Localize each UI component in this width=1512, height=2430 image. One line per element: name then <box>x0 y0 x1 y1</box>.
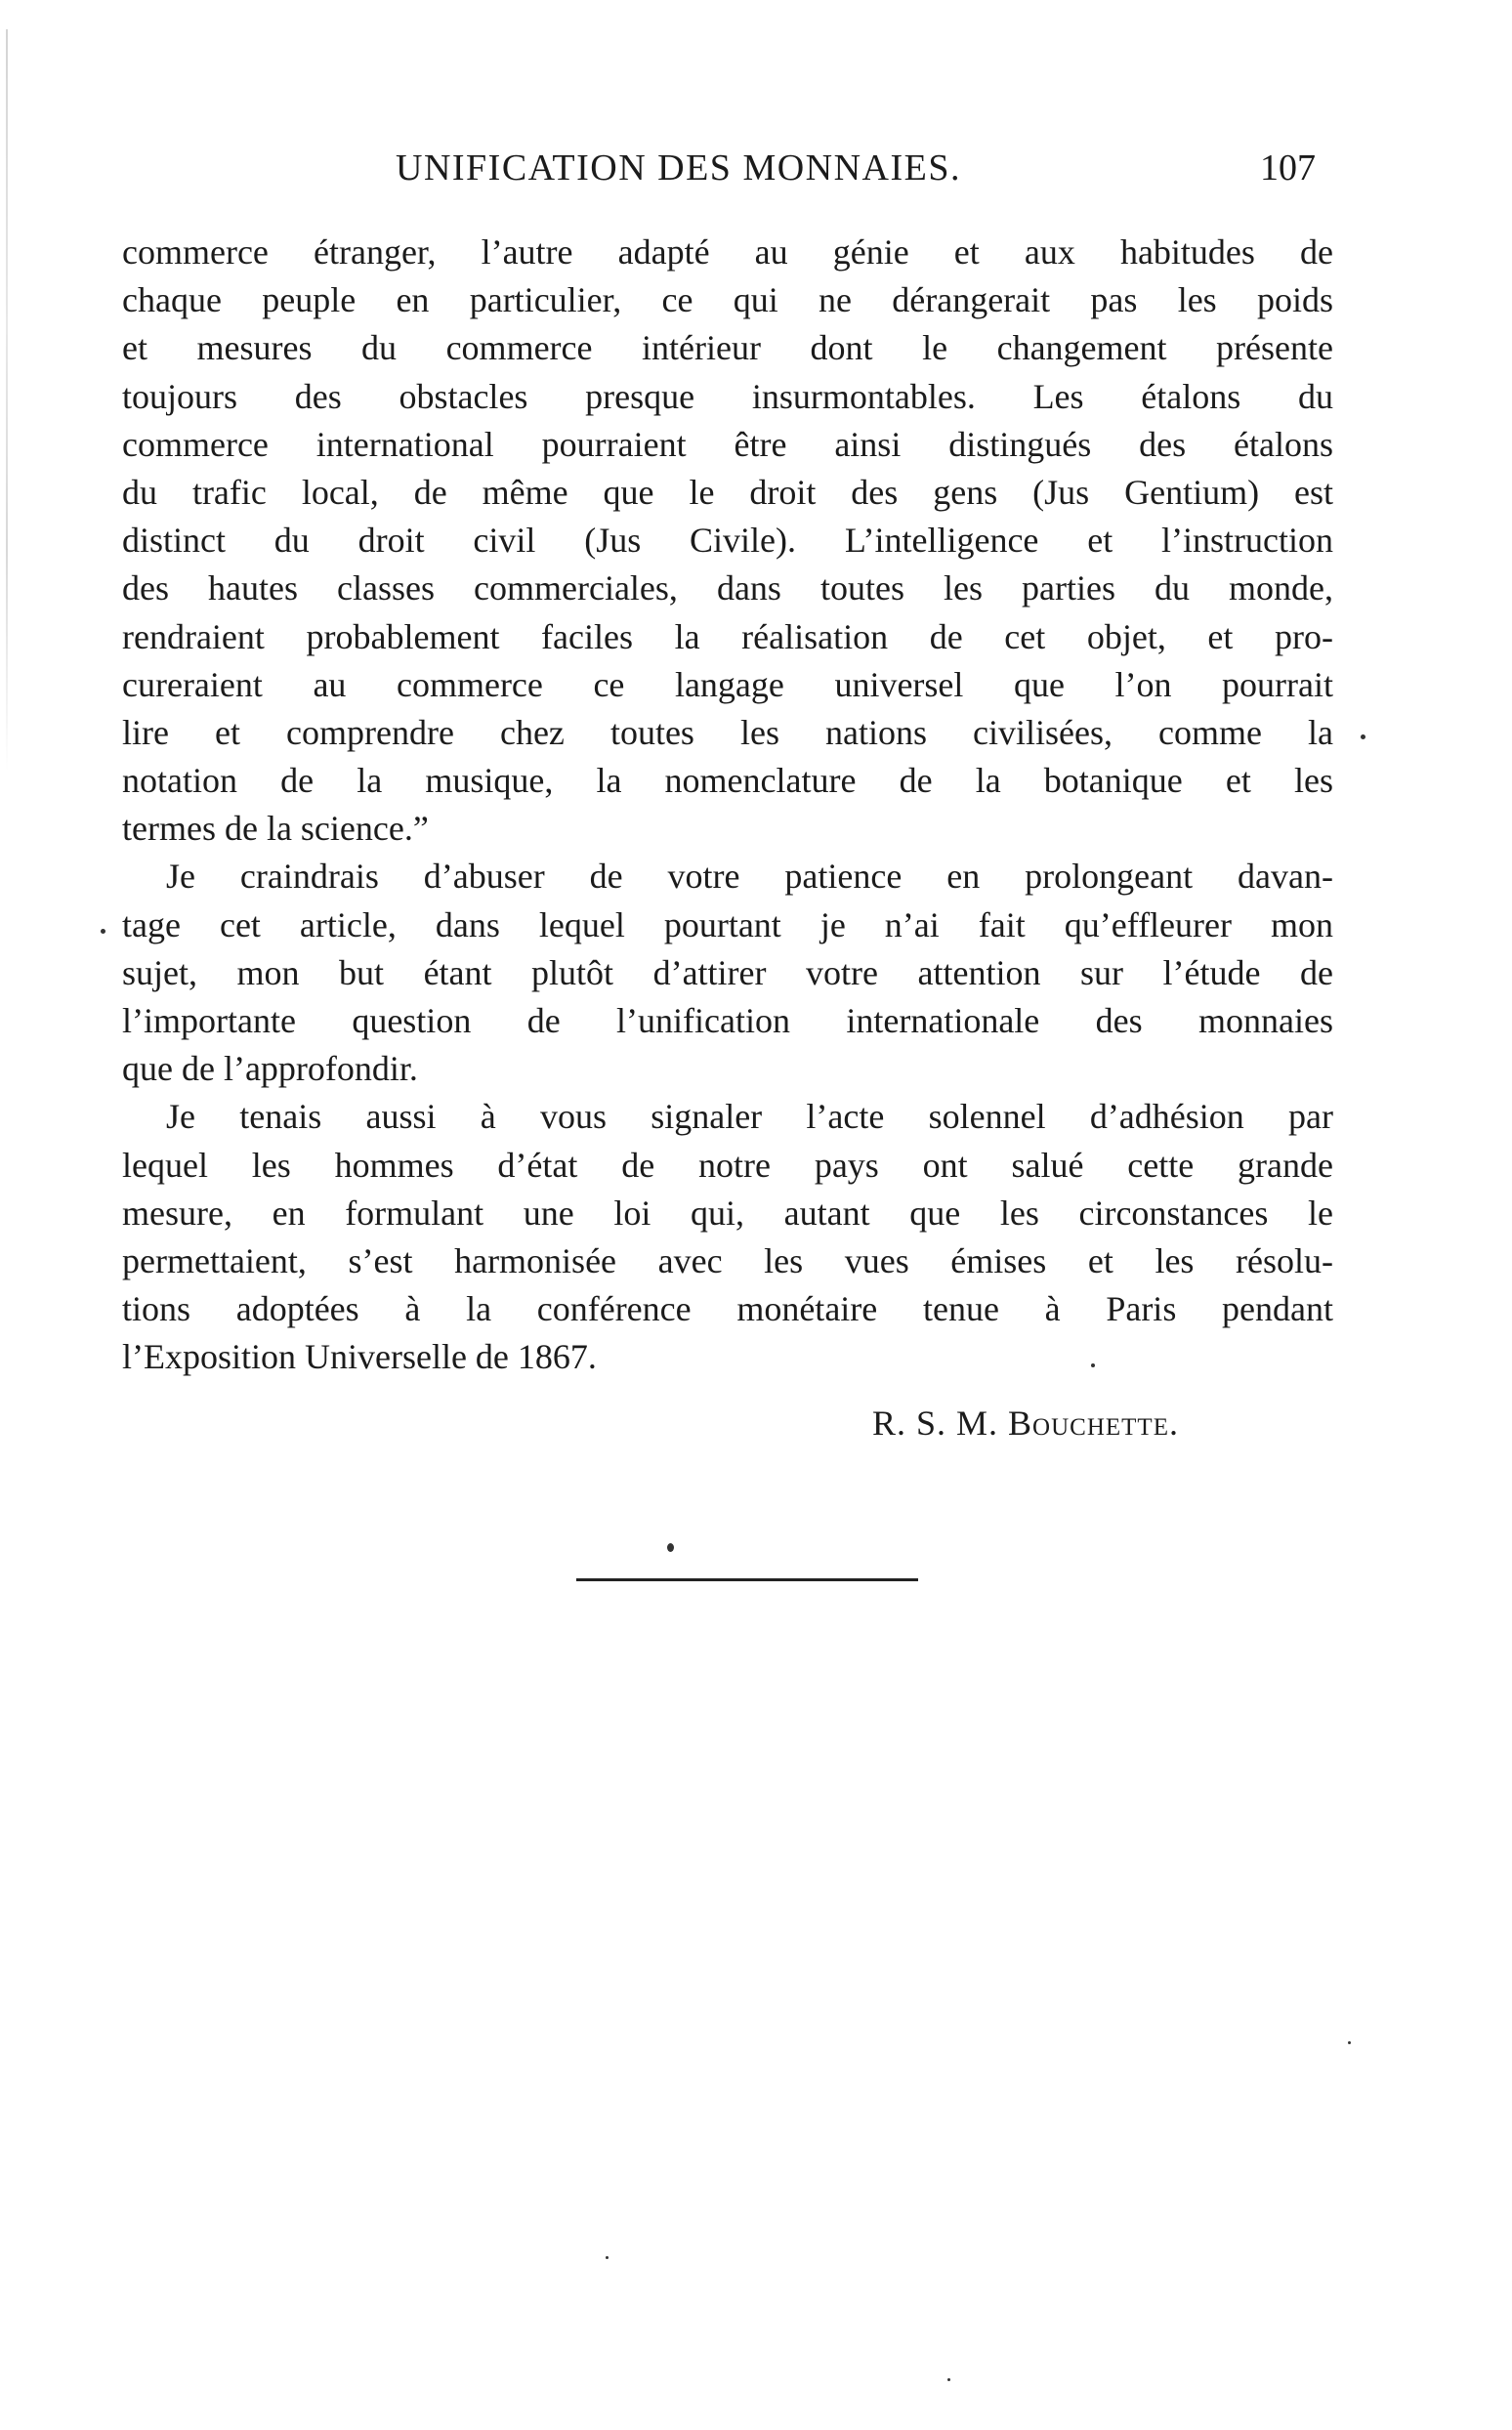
text-line: du trafic local, de même que le droit des gens (Jus Gentium) est <box>122 472 1333 512</box>
text-line: l’importante question de l’unification internationale des monnaies <box>122 1001 1333 1040</box>
text-line: chaque peuple en particulier, ce qui ne dérangerait pas les poids <box>122 280 1333 320</box>
page-binding-edge <box>6 29 8 772</box>
running-title: UNIFICATION DES MONNAIES. <box>396 147 961 189</box>
text-line: permettaient, s’est harmonisée avec les vues émises et les résolu- <box>122 1240 1333 1280</box>
body-text <box>122 229 1333 1382</box>
text-line: commerce international pourraient être ainsi distingués des étalons <box>122 424 1333 464</box>
text-line: l’Exposition Universelle de 1867. <box>122 1337 597 1377</box>
text-line: lequel les hommes d’état de notre pays ont salué cette grande <box>122 1145 1333 1185</box>
print-speck <box>1348 2041 1351 2044</box>
text-line: toujours des obstacles presque insurmontables. Les étalons du <box>122 376 1333 416</box>
text-line: sujet, mon but étant plutôt d’attirer votre attention sur l’étude de <box>122 952 1333 992</box>
print-speck <box>667 1543 674 1552</box>
section-divider-rule <box>576 1578 918 1581</box>
print-speck <box>101 929 105 934</box>
text-line: mesure, en formulant une loi qui, autant que les circonstances le <box>122 1193 1333 1233</box>
text-line: lire et comprendre chez toutes les nations civilisées, comme la <box>122 712 1333 752</box>
paragraph-start-line: Je craindrais d’abuser de votre patience en prolongeant davan- <box>166 857 1333 897</box>
text-line: rendraient probablement faciles la réalisation de cet objet, et pro- <box>122 616 1333 656</box>
print-speck <box>1361 734 1365 739</box>
text-line: notation de la musique, la nomenclature de la botanique et les <box>122 761 1333 801</box>
page-number: 107 <box>1260 147 1316 189</box>
text-line: commerce étranger, l’autre adapté au génie et aux habitudes de <box>122 232 1333 272</box>
print-speck <box>606 2256 609 2259</box>
text-line: termes de la science.” <box>122 809 429 849</box>
text-line: des hautes classes commerciales, dans toutes les parties du monde, <box>122 568 1333 608</box>
paragraph-start-line: Je tenais aussi à vous signaler l’acte solennel d’adhésion par <box>166 1097 1333 1137</box>
print-speck <box>1091 1363 1095 1367</box>
print-speck <box>947 2378 950 2381</box>
text-line: que de l’approfondir. <box>122 1049 418 1089</box>
text-line: tions adoptées à la conférence monétaire tenue à Paris pendant <box>122 1289 1333 1329</box>
text-line: cureraient au commerce ce langage universel que l’on pourrait <box>122 664 1333 704</box>
text-line: et mesures du commerce intérieur dont le changement présente <box>122 328 1333 368</box>
text-line: tage cet article, dans lequel pourtant je n’ai fait qu’effleurer mon <box>122 904 1333 944</box>
author-signature: R. S. M. Bouchette. <box>872 1404 1179 1443</box>
text-line: distinct du droit civil (Jus Civile). L’intelligence et l’instruction <box>122 521 1333 561</box>
